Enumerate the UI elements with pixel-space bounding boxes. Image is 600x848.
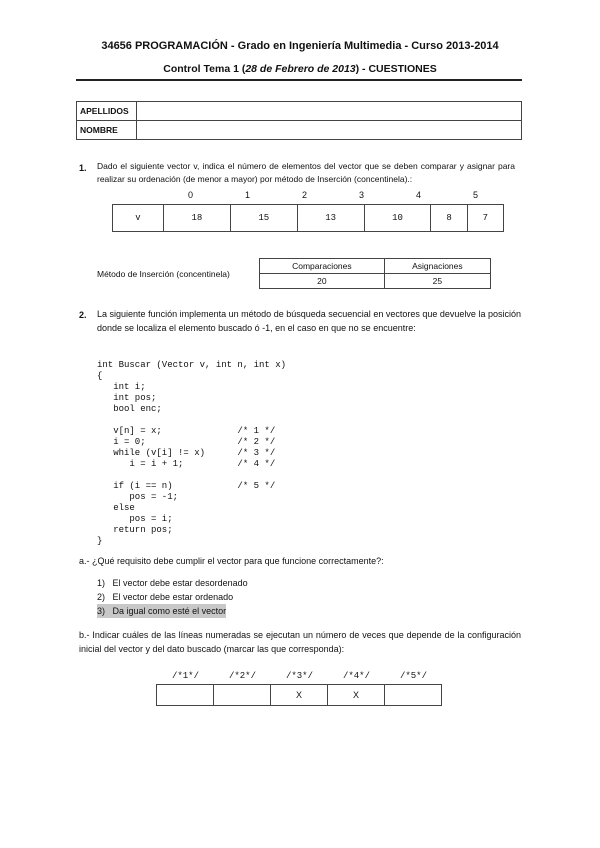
line-label: /*1*/ — [171, 671, 199, 681]
comparisons-header: Comparaciones — [260, 259, 385, 274]
surname-field[interactable] — [137, 102, 522, 121]
mark-cell[interactable] — [214, 685, 271, 706]
line-label: /*2*/ — [228, 671, 256, 681]
q1-text: Dado el siguiente vector v, indica el número de elementos del vector que se deben comparar y asignar para realizar su ordenación (de menor a mayor) por método de Inserción (concentinela).: — [97, 161, 515, 184]
vector-cell: 13 — [297, 205, 364, 232]
code-listing: int Buscar (Vector v, int n, int x) { int i; int pos; bool enc; v[n] = x; /* 1 */ i = 0; /* 2 */ while (v[i] != x) /* 3 */ i = i + 1; /* 4 */ if (i == n) /* 5 */ pos = -1; else pos = i; return pos; } — [97, 360, 287, 546]
course-title: 34656 PROGRAMACIÓN - Grado en Ingeniería Multimedia - Curso 2013-2014 — [101, 40, 499, 52]
vector-cell: 15 — [230, 205, 297, 232]
index-label: 4 — [415, 190, 421, 200]
line-label: /*4*/ — [342, 671, 370, 681]
comparisons-value: 20 — [260, 274, 385, 289]
index-label: 5 — [472, 190, 478, 200]
option-item[interactable]: 1) El vector debe estar desordenado — [97, 578, 248, 588]
surname-label: APELLIDOS — [77, 102, 137, 121]
assignments-value: 25 — [384, 274, 490, 289]
mark-cell[interactable] — [385, 685, 442, 706]
index-label: 0 — [187, 190, 193, 200]
assignments-header: Asignaciones — [384, 259, 490, 274]
option-item-selected[interactable]: 3) Da igual como esté el vector — [97, 606, 227, 616]
mark-cell[interactable] — [157, 685, 214, 706]
line-label: /*5*/ — [399, 671, 427, 681]
mark-cell[interactable]: X — [271, 685, 328, 706]
header-rule — [76, 79, 522, 81]
method-label: Método de Inserción (concentinela) — [97, 269, 230, 279]
index-label: 2 — [301, 190, 307, 200]
option-item[interactable]: 2) El vector debe estar ordenado — [97, 592, 234, 602]
exam-title: Control Tema 1 (28 de Febrero de 2013) - CUESTIONES — [163, 63, 437, 75]
identity-table — [76, 101, 522, 140]
q1-number: 1. — [79, 163, 87, 173]
vector-indices — [112, 190, 506, 202]
marks-table — [156, 684, 442, 706]
name-label: NOMBRE — [77, 121, 137, 140]
vector-label: v — [113, 205, 164, 232]
option-list — [97, 576, 248, 618]
vector-cell: 8 — [431, 205, 467, 232]
vector-table — [112, 204, 504, 232]
q2-text: La siguiente función implementa un método de búsqueda secuencial en vectores que devuelve la posición donde se localiza el elemento buscado ó -1, en el caso en que no se encuentre: — [97, 309, 521, 333]
answer-table — [259, 258, 491, 289]
line-label: /*3*/ — [285, 671, 313, 681]
mark-cell[interactable]: X — [328, 685, 385, 706]
part-a-question: a.- ¿Qué requisito debe cumplir el vector para que funcione correctamente?: — [79, 556, 384, 566]
q2-number: 2. — [79, 310, 87, 320]
part-b-question: b.- Indicar cuáles de las líneas numeradas se ejecutan un número de veces que depende de la configuración inicial del vector y del dato buscado (marcar las que corresponda): — [79, 630, 521, 654]
vector-cell: 18 — [164, 205, 231, 232]
vector-cell: 7 — [467, 205, 503, 232]
vector-cell: 10 — [364, 205, 431, 232]
name-field[interactable] — [137, 121, 522, 140]
line-labels — [157, 671, 447, 683]
exam-date: 28 de Febrero de 2013 — [245, 63, 356, 75]
index-label: 3 — [358, 190, 364, 200]
index-label: 1 — [244, 190, 250, 200]
